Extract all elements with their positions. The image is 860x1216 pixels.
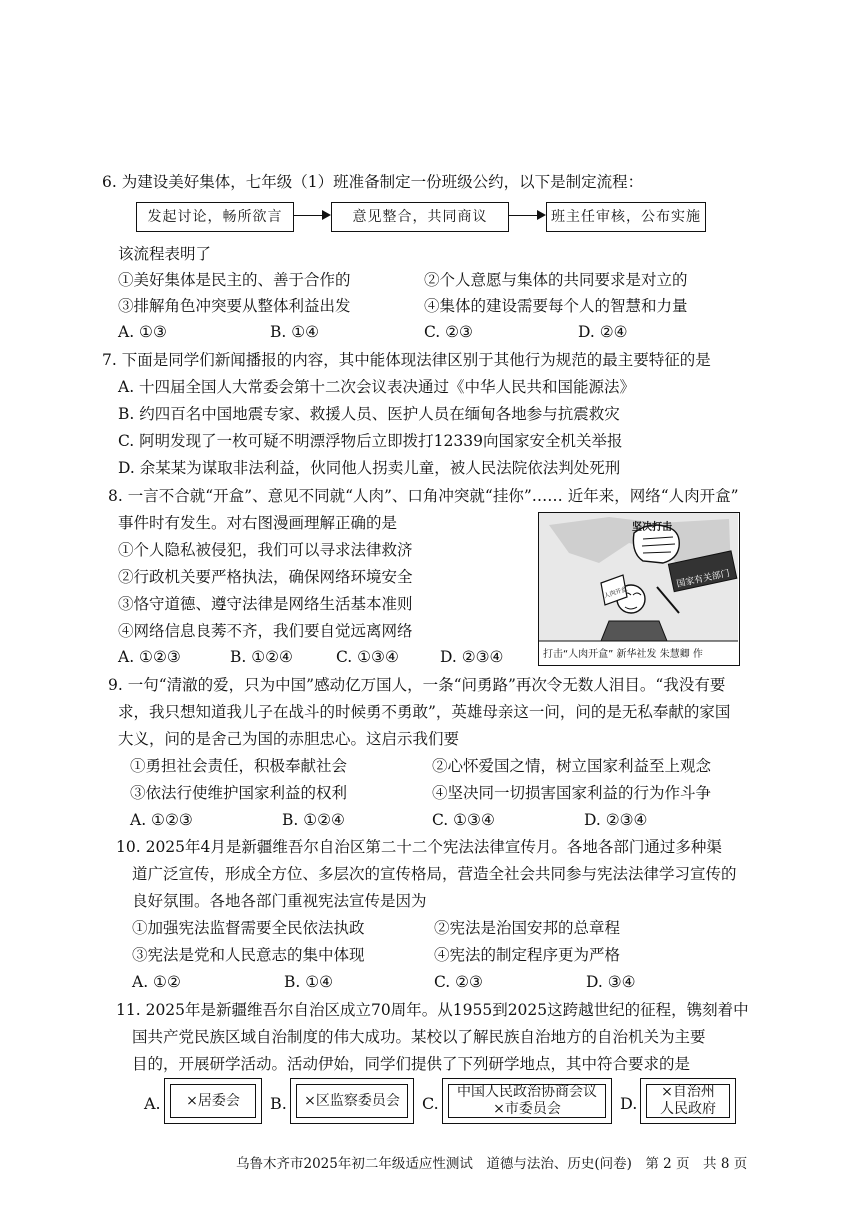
q8-option-a: A. ①②③ <box>118 648 181 666</box>
q11-option-a-box <box>164 1078 262 1124</box>
flow-step-2: 意见整合，共同商议 <box>331 202 509 232</box>
q10-option-a: A. ①② <box>132 973 181 991</box>
q10-option-c: C. ②③ <box>434 973 483 991</box>
q8-stem-line-1: 8. 一言不合就“开盒”、意见不同就“人肉”、口角冲突就“挂你”…… 近年来，网络“人肉开盒” <box>108 487 739 505</box>
q11-option-a-letter: A. <box>144 1094 161 1113</box>
q9-option-a: A. ①②③ <box>130 811 193 829</box>
q6-option-d: D. ②④ <box>578 323 628 341</box>
q6-option-a: A. ①③ <box>118 323 167 341</box>
q8-item-2: ②行政机关要严格执法，确保网络环境安全 <box>118 568 413 586</box>
q10-item-3: ③宪法是党和人民意志的集中体现 <box>132 946 365 964</box>
q7-option-d: D. 余某某为谋取非法利益，伙同他人拐卖儿童，被人民法院依法判处死刑 <box>118 459 621 477</box>
q6-item-4: ④集体的建设需要每个人的智慧和力量 <box>424 297 688 315</box>
q11-option-d-text-line-2: 人民政府 <box>660 1101 716 1117</box>
q8-option-b: B. ①②④ <box>230 648 293 666</box>
q8-item-4: ④网络信息良莠不齐，我们要自觉远离网络 <box>118 622 413 640</box>
q11-option-d-text-line-1: ×自治州 <box>661 1084 715 1100</box>
q6-item-2: ②个人意愿与集体的共同要求是对立的 <box>424 271 688 289</box>
q11-option-c-text-line-1: 中国人民政治协商会议 <box>457 1084 597 1100</box>
q7-option-b: B. 约四百名中国地震专家、救援人员、医护人员在缅甸各地参与抗震救灾 <box>118 405 620 423</box>
cartoon-figure-label: 人肉开盒 <box>603 585 629 600</box>
q6-option-b: B. ①④ <box>270 323 320 341</box>
q6-option-c: C. ②③ <box>424 323 473 341</box>
q10-stem-line-1: 10. 2025年4月是新疆维吾尔自治区第二十二个宪法法律宣传月。各地各部门通过多种渠 <box>116 838 722 856</box>
q11-stem-line-1: 11. 2025年是新疆维吾尔自治区成立70周年。从1955到2025这跨越世纪的征程，镌刻着中 <box>116 1001 749 1019</box>
q10-option-b: B. ①④ <box>284 973 334 991</box>
q9-item-4: ④坚决同一切损害国家利益的行为作斗争 <box>432 784 712 802</box>
q8-option-c: C. ①③④ <box>336 648 399 666</box>
q9-item-3: ③依法行使维护国家利益的权利 <box>130 784 348 802</box>
q8-option-d: D. ②③④ <box>440 648 504 666</box>
q9-option-d: D. ②③④ <box>584 811 648 829</box>
q9-stem-line-3: 大义，问的是舍己为国的赤胆忠心。这启示我们要 <box>118 730 460 748</box>
cartoon-illustration <box>538 512 740 666</box>
q6-item-3: ③排解角色冲突要从整体利益出发 <box>118 297 351 315</box>
q6-lead: 该流程表明了 <box>118 245 212 263</box>
q6-item-1: ①美好集体是民主的、善于合作的 <box>118 271 351 289</box>
q10-item-2: ②宪法是治国安邦的总章程 <box>434 919 621 937</box>
q7-option-a: A. 十四届全国人大常委会第十二次会议表决通过《中华人民共和国能源法》 <box>118 378 636 396</box>
q7-option-c: C. 阿明发现了一枚可疑不明漂浮物后立即拨打12339向国家安全机关举报 <box>118 432 623 450</box>
q11-option-c-box <box>442 1078 612 1124</box>
q10-option-d: D. ③④ <box>586 973 636 991</box>
q9-option-b: B. ①②④ <box>282 811 345 829</box>
q11-option-d-letter: D. <box>620 1094 638 1113</box>
q8-item-3: ③恪守道德、遵守法律是网络生活基本准则 <box>118 595 413 613</box>
q8-stem-line-2: 事件时有发生。对右图漫画理解正确的是 <box>118 514 398 532</box>
cartoon-box-label: 国家有关部门 <box>675 568 731 590</box>
q9-item-1: ①勇担社会责任，积极奉献社会 <box>130 757 348 775</box>
q10-item-1: ①加强宪法监督需要全民依法执政 <box>132 919 365 937</box>
flow-step-1: 发起讨论，畅所欲言 <box>136 202 294 232</box>
flow-arrow-1 <box>293 215 329 216</box>
q11-option-c-letter: C. <box>422 1094 439 1113</box>
q9-item-2: ②心怀爱国之情，树立国家利益至上观念 <box>432 757 712 775</box>
q11-option-d-box <box>640 1078 736 1124</box>
q8-item-1: ①个人隐私被侵犯，我们可以寻求法律救济 <box>118 541 413 559</box>
q11-option-b-box <box>290 1078 414 1124</box>
q11-option-b-text: ×区监察委员会 <box>304 1092 400 1109</box>
page-footer: 乌鲁木齐市2025年初二年级适应性测试 道德与法治、历史(问卷) 第 2 页 共 8 页 <box>236 1156 748 1172</box>
q10-item-4: ④宪法的制定程序更为严格 <box>434 946 621 964</box>
cartoon-caption: 打击“人肉开盒” 新华社发 朱慧卿 作 <box>543 649 703 660</box>
flow-step-3: 班主任审核，公布实施 <box>546 202 706 232</box>
q9-option-c: C. ①③④ <box>432 811 495 829</box>
flow-arrow-2 <box>508 215 544 216</box>
cartoon-fist-label: 坚决打击 <box>632 522 672 533</box>
q6-stem: 6. 为建设美好集体，七年级（1）班准备制定一份班级公约，以下是制定流程： <box>102 173 644 191</box>
q9-stem-line-1: 9. 一句“清澈的爱，只为中国”感动亿万国人，一条“问勇路”再次令无数人泪目。“我没有要 <box>108 676 726 694</box>
q7-stem: 7. 下面是同学们新闻播报的内容，其中能体现法律区别于其他行为规范的最主要特征的是 <box>102 351 711 369</box>
cartoon-drawing <box>539 513 738 664</box>
q11-option-a-text: ×居委会 <box>186 1092 240 1109</box>
q11-option-c-text-line-2: ×市委员会 <box>493 1101 561 1117</box>
q11-option-b-letter: B. <box>270 1094 287 1113</box>
q10-stem-line-2: 道广泛宣传，形成全方位、多层次的宣传格局，营造全社会共同参与宪法法律学习宣传的 <box>132 865 737 883</box>
q11-stem-line-3: 目的，开展研学活动。活动伊始，同学们提供了下列研学地点，其中符合要求的是 <box>132 1055 691 1073</box>
q11-stem-line-2: 国共产党民族区域自治制度的伟大成功。某校以了解民族自治地方的自治机关为主要 <box>132 1028 706 1046</box>
q9-stem-line-2: 求，我只想知道我儿子在战斗的时候勇不勇敢”，英雄母亲这一问，问的是无私奉献的家国 <box>118 703 731 721</box>
q10-stem-line-3: 良好氛围。各地各部门重视宪法宣传是因为 <box>132 892 427 910</box>
